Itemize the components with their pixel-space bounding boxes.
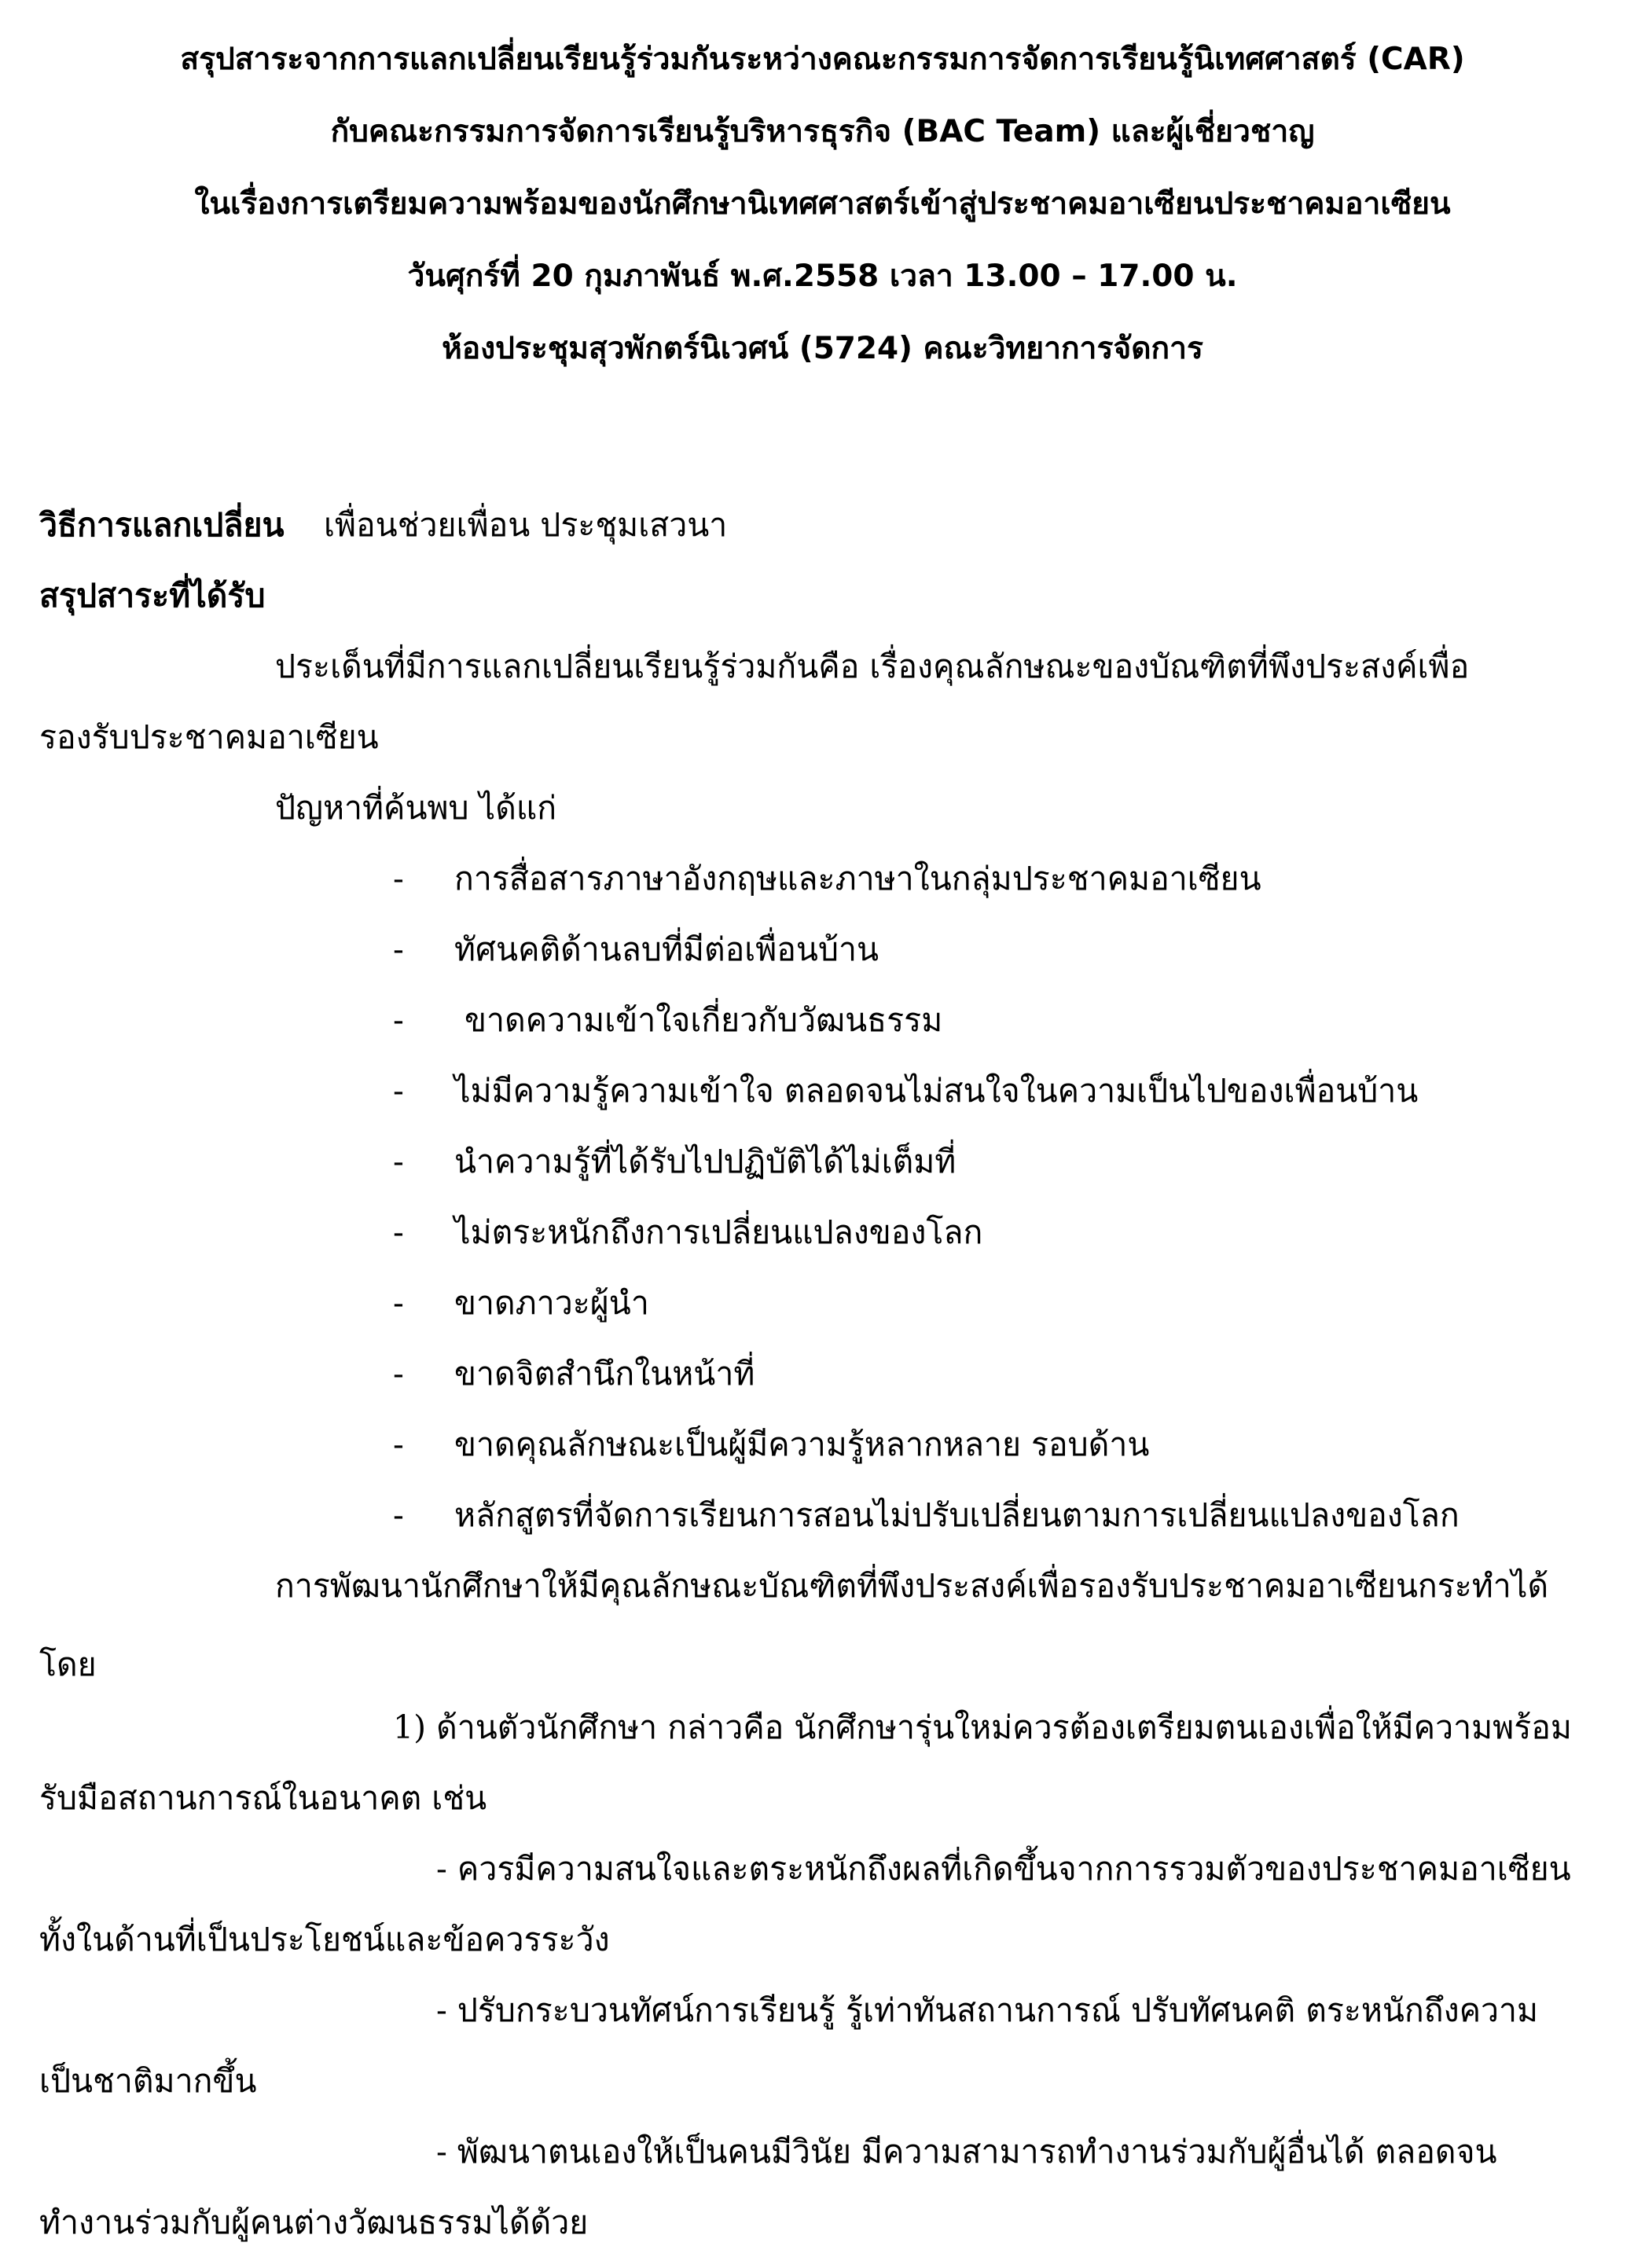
list-bullet-dash: - xyxy=(393,1426,404,1463)
header-title-line-2: กับคณะกรรมการจัดการเรียนรู้บริหารธุรกิจ (BAC Team) และผู้เชี่ยวชาญ xyxy=(330,114,1315,149)
problem-item-text: ทัศนคติด้านลบที่มีต่อเพื่อนบ้าน xyxy=(454,930,879,968)
intro-line-2: รองรับประชาคมอาเซียน xyxy=(39,718,379,756)
method-label: วิธีการแลกเปลี่ยน xyxy=(39,506,285,544)
sub-item-2-line-2: เป็นชาติมากขึ้น xyxy=(39,2062,257,2100)
problem-item-text: นำความรู้ที่ได้รับไปปฏิบัติได้ไม่เต็มที่ xyxy=(454,1143,957,1180)
summary-heading: สรุปสาระที่ได้รับ xyxy=(39,577,266,615)
student-aspect-line-1: 1) ด้านตัวนักศึกษา กล่าวคือ นักศึกษารุ่นใหม่ควรต้องเตรียมตนเองเพื่อให้มีความพร้อม xyxy=(393,1708,1572,1746)
intro-line-1: ประเด็นที่มีการแลกเปลี่ยนเรียนรู้ร่วมกันคือ เรื่องคุณลักษณะของบัณฑิตที่พึงประสงค์เพื่อ xyxy=(275,648,1470,685)
sub-item-3-line-1: - พัฒนาตนเองให้เป็นคนมีวินัย มีความสามารถทำงานร่วมกับผู้อื่นได้ ตลอดจน xyxy=(436,2133,1497,2171)
list-bullet-dash: - xyxy=(393,1143,404,1180)
sub-item-3-line-2: ทำงานร่วมกับผู้คนต่างวัฒนธรรมได้ด้วย xyxy=(39,2204,589,2241)
list-bullet-dash: - xyxy=(393,1284,404,1322)
list-bullet-dash: - xyxy=(393,860,404,897)
header-title-line-3: ในเรื่องการเตรียมความพร้อมของนักศึกษานิเทศศาสตร์เข้าสู่ประชาคมอาเซียนประชาคมอาเซียน xyxy=(194,186,1451,222)
development-line-1: การพัฒนานักศึกษาให้มีคุณลักษณะบัณฑิตที่พึงประสงค์เพื่อรองรับประชาคมอาเซียนกระทำได้ xyxy=(275,1567,1549,1605)
problem-item-text: ขาดภาวะผู้นำ xyxy=(454,1284,649,1322)
list-bullet-dash: - xyxy=(393,1072,404,1110)
problem-item-text: ขาดความเข้าใจเกี่ยวกับวัฒนธรรม xyxy=(454,1001,943,1039)
list-bullet-dash: - xyxy=(393,1001,404,1039)
list-bullet-dash: - xyxy=(393,1496,404,1534)
problem-item-text: ขาดจิตสำนึกในหน้าที่ xyxy=(454,1355,755,1393)
sub-item-1-line-1: - ควรมีความสนใจและตระหนักถึงผลที่เกิดขึ้นจากการรวมตัวของประชาคมอาเซียน xyxy=(436,1850,1571,1888)
problem-item-text: ไม่ตระหนักถึงการเปลี่ยนแปลงของโลก xyxy=(454,1213,983,1251)
development-line-2: โดย xyxy=(39,1646,97,1683)
document-header xyxy=(0,24,1645,385)
problem-item-text: การสื่อสารภาษาอังกฤษและภาษาในกลุ่มประชาคมอาเซียน xyxy=(454,860,1261,897)
list-bullet-dash: - xyxy=(393,930,404,968)
problem-item-text: ขาดคุณลักษณะเป็นผู้มีความรู้หลากหลาย รอบด้าน xyxy=(454,1426,1150,1463)
header-title-line-1: สรุปสาระจากการแลกเปลี่ยนเรียนรู้ร่วมกันระหว่างคณะกรรมการจัดการเรียนรู้นิเทศศาสตร์ (CAR) xyxy=(180,42,1465,77)
problem-item-text: หลักสูตรที่จัดการเรียนการสอนไม่ปรับเปลี่ยนตามการเปลี่ยนแปลงของโลก xyxy=(454,1496,1460,1534)
sub-item-2-line-1: - ปรับกระบวนทัศน์การเรียนรู้ รู้เท่าทันสถานการณ์ ปรับทัศนคติ ตระหนักถึงความ xyxy=(436,1991,1539,2029)
student-aspect-line-2: รับมือสถานการณ์ในอนาคต เช่น xyxy=(39,1779,487,1817)
problem-item-text: ไม่มีความรู้ความเข้าใจ ตลอดจนไม่สนใจในความเป็นไปของเพื่อนบ้าน xyxy=(454,1072,1419,1110)
sub-item-1-line-2: ทั้งในด้านที่เป็นประโยชน์และข้อควรระวัง xyxy=(39,1921,610,1958)
header-date-line: วันศุกร์ที่ 20 กุมภาพันธ์ พ.ศ.2558 เวลา 13.00 – 17.00 น. xyxy=(407,259,1238,294)
header-venue-line: ห้องประชุมสุวพักตร์นิเวศน์ (5724) คณะวิทยาการจัดการ xyxy=(442,331,1203,366)
method-value: เพื่อนช่วยเพื่อน ประชุมเสวนา xyxy=(324,506,728,544)
list-bullet-dash: - xyxy=(393,1355,404,1393)
list-bullet-dash: - xyxy=(393,1213,404,1251)
problems-heading: ปัญหาที่ค้นพบ ได้แก่ xyxy=(275,789,557,827)
